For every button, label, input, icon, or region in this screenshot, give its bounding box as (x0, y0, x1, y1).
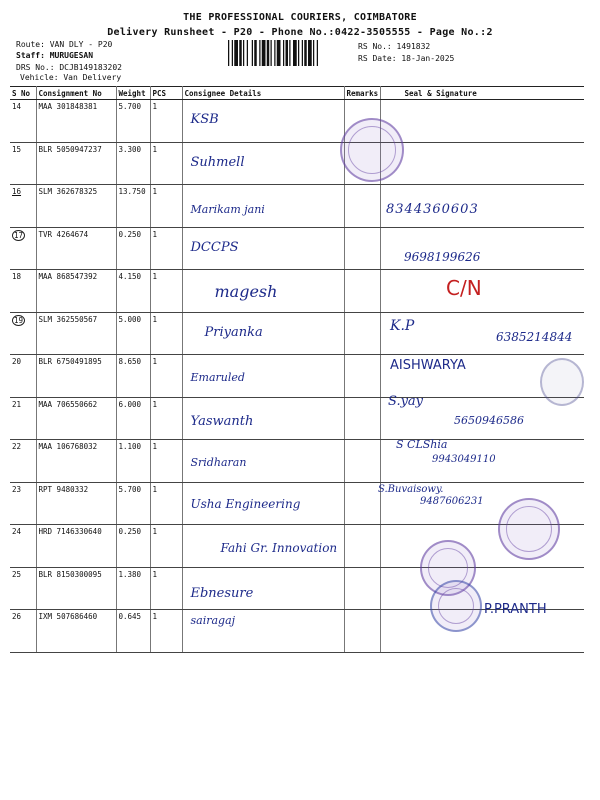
table-row (10, 185, 584, 228)
row-consignment: RPT 9480332 (36, 482, 116, 525)
consignee-handwriting: KSB (190, 112, 219, 127)
row-pcs: 1 (150, 397, 182, 440)
col-sno: S No (10, 87, 36, 100)
row-sno: 24 (10, 525, 36, 568)
row-consignment: MAA 868547392 (36, 270, 116, 313)
row-consignee (182, 482, 344, 525)
row-consignment: TVR 4264674 (36, 227, 116, 270)
row-sno: 23 (10, 482, 36, 525)
row-weight: 0.645 (116, 610, 150, 653)
row-sno: 21 (10, 397, 36, 440)
row-remarks (344, 312, 380, 355)
row-sno: 20 (10, 355, 36, 398)
signature-mark: P.PRANTH (484, 602, 547, 617)
company-seal-stamp (498, 498, 560, 560)
row-consignee (182, 142, 344, 185)
consignee-handwriting: Suhmell (190, 154, 245, 170)
signature-note: 9698199626 (404, 250, 481, 264)
row-consignment: BLR 8150300095 (36, 567, 116, 610)
company-seal-stamp (340, 118, 404, 182)
row-pcs: 1 (150, 482, 182, 525)
signature-note: C/N (446, 276, 482, 300)
table-row (10, 355, 584, 398)
table-row (10, 482, 584, 525)
row-pcs: 1 (150, 185, 182, 228)
row-sno: 25 (10, 567, 36, 610)
col-consignment: Consignment No (36, 87, 116, 100)
row-consignment: HRD 7146330640 (36, 525, 116, 568)
signature-note: AISHWARYA (390, 358, 466, 373)
signature-note: 5650946586 (454, 414, 524, 427)
row-consignee (182, 610, 344, 653)
signature-mark: K.P (390, 318, 415, 334)
sno-circled: 17 (14, 230, 24, 240)
row-pcs: 1 (150, 610, 182, 653)
row-remarks (344, 185, 380, 228)
rs-date: RS Date: 18-Jan-2025 (358, 54, 455, 63)
consignee-handwriting: Marikam jani (190, 203, 265, 216)
table-row (10, 270, 584, 313)
row-pcs: 1 (150, 270, 182, 313)
row-consignee (182, 100, 344, 143)
row-pcs: 1 (150, 312, 182, 355)
row-signature (380, 142, 584, 185)
col-pcs: PCS (150, 87, 182, 100)
row-signature (380, 270, 584, 313)
row-sno (10, 185, 36, 228)
signature-mark: S CLShia (396, 438, 448, 451)
route: Route: VAN DLY - P20 (16, 40, 113, 49)
col-consignee: Consignee Details (182, 87, 344, 100)
row-remarks (344, 440, 380, 483)
row-sno: 22 (10, 440, 36, 483)
table-row (10, 100, 584, 143)
consignee-handwriting: sairagaj (190, 614, 236, 627)
row-sno: 14 (10, 100, 36, 143)
row-consignee (182, 440, 344, 483)
table-row (10, 227, 584, 270)
row-consignee (182, 227, 344, 270)
consignee-handwriting: magesh (214, 282, 278, 301)
col-weight: Weight (116, 87, 150, 100)
row-sno: 18 (10, 270, 36, 313)
row-sno: 15 (10, 142, 36, 185)
row-consignment: MAA 106768032 (36, 440, 116, 483)
row-pcs: 1 (150, 100, 182, 143)
barcode (228, 40, 352, 66)
row-weight: 1.380 (116, 567, 150, 610)
row-pcs: 1 (150, 567, 182, 610)
consignee-handwriting: Sridharan (190, 456, 247, 469)
consignee-handwriting: Yaswanth (190, 413, 254, 429)
row-remarks (344, 525, 380, 568)
rs-number: RS No.: 1491832 (358, 42, 431, 51)
row-consignment: SLM 362550567 (36, 312, 116, 355)
runsheet-table (10, 86, 584, 653)
consignee-handwriting: Priyanka (204, 324, 263, 340)
row-weight: 6.000 (116, 397, 150, 440)
signature-note: 9487606231 (420, 496, 484, 507)
signature-note: 9943049110 (432, 454, 496, 465)
row-remarks (344, 355, 380, 398)
row-sno: 26 (10, 610, 36, 653)
row-signature (380, 567, 584, 610)
consignee-handwriting: Emaruled (190, 371, 245, 384)
consignee-handwriting: DCCPS (190, 239, 239, 255)
signature-note: 6385214844 (496, 330, 573, 344)
row-weight: 5.700 (116, 482, 150, 525)
faint-stamp (540, 358, 584, 406)
row-remarks (344, 482, 380, 525)
row-weight: 0.250 (116, 227, 150, 270)
row-weight: 5.700 (116, 100, 150, 143)
row-consignment: BLR 5050947237 (36, 142, 116, 185)
company-seal-stamp (430, 580, 482, 632)
consignee-handwriting: Ebnesure (190, 585, 254, 601)
row-weight: 8.650 (116, 355, 150, 398)
signature-mark: S.Buvaisowy. (378, 484, 444, 495)
row-signature (380, 610, 584, 653)
vehicle: Vehicle: Van Delivery (20, 73, 122, 82)
table-header-row (10, 87, 584, 100)
row-pcs: 1 (150, 525, 182, 568)
consignee-handwriting: Usha Engineering (190, 496, 301, 511)
drs-number: DRS No.: DCJB149183202 (16, 63, 122, 72)
sno-circled: 19 (14, 315, 24, 325)
row-signature (380, 100, 584, 143)
row-sno (10, 227, 36, 270)
table-row (10, 440, 584, 483)
runsheet-subtitle: Delivery Runsheet - P20 - Phone No.:0422-3505555 - Page No.:2 (107, 27, 493, 38)
row-remarks (344, 567, 380, 610)
row-weight: 5.000 (116, 312, 150, 355)
row-pcs: 1 (150, 227, 182, 270)
table-row (10, 142, 584, 185)
row-pcs: 1 (150, 440, 182, 483)
row-weight: 4.150 (116, 270, 150, 313)
row-remarks (344, 227, 380, 270)
row-consignee (182, 312, 344, 355)
row-consignee (182, 567, 344, 610)
row-consignment: MAA 301848381 (36, 100, 116, 143)
row-weight: 0.250 (116, 525, 150, 568)
company-title: THE PROFESSIONAL COURIERS, COIMBATORE (183, 12, 417, 23)
col-seal-signature: Seal & Signature (380, 87, 584, 100)
signature-mark: S.yay (388, 394, 424, 409)
row-consignment: IXM 507686460 (36, 610, 116, 653)
row-sno (10, 312, 36, 355)
row-pcs: 1 (150, 142, 182, 185)
row-consignee (182, 185, 344, 228)
staff: Staff: MURUGESAN (16, 51, 94, 60)
row-weight: 1.100 (116, 440, 150, 483)
row-consignment: SLM 362678325 (36, 185, 116, 228)
col-remarks: Remarks (344, 87, 380, 100)
row-remarks (344, 270, 380, 313)
row-consignee (182, 355, 344, 398)
row-remarks (344, 610, 380, 653)
row-consignee (182, 525, 344, 568)
row-weight: 13.750 (116, 185, 150, 228)
row-consignee (182, 270, 344, 313)
row-consignment: MAA 706550662 (36, 397, 116, 440)
row-consignment: BLR 6750491895 (36, 355, 116, 398)
consignee-handwriting: Fahi Gr. Innovation (220, 541, 338, 555)
row-remarks (344, 397, 380, 440)
row-pcs: 1 (150, 355, 182, 398)
signature-note: 8344360603 (386, 202, 479, 217)
row-weight: 3.300 (116, 142, 150, 185)
row-consignee (182, 397, 344, 440)
sno-underlined: 16 (12, 187, 22, 196)
